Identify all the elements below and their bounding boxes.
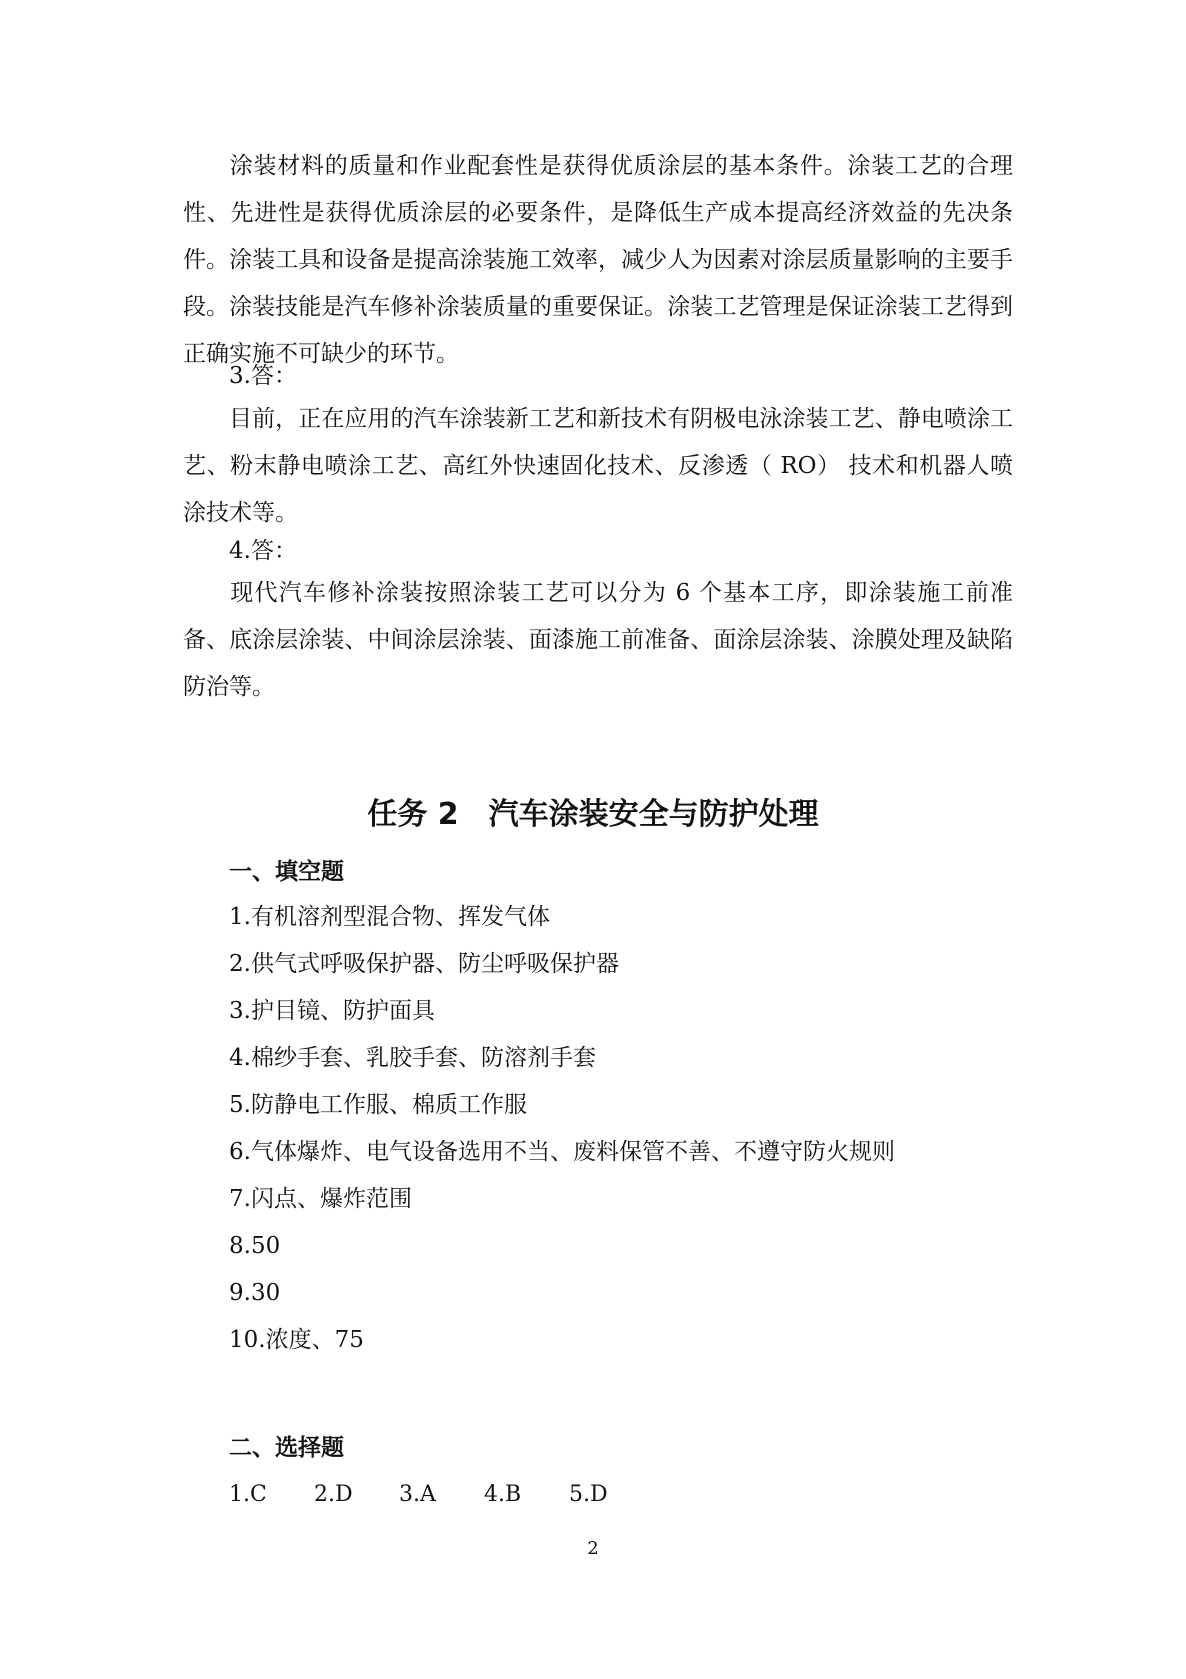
fill-item-7: 7.闪点、爆炸范围 — [229, 1186, 412, 1212]
fill-item-9: 9.30 — [229, 1280, 281, 1306]
task-heading: 任务 2 汽车涂装安全与防护处理 — [367, 797, 819, 832]
choice-answer-4: 4.B — [484, 1482, 522, 1507]
fill-item-5: 5.防静电工作服、棉质工作服 — [229, 1092, 527, 1118]
fill-item-3: 3.护目镜、防护面具 — [229, 998, 435, 1024]
section-fill-blank-title: 一、填空题 — [229, 859, 344, 885]
choice-answer-3: 3.A — [399, 1482, 436, 1507]
fill-item-6: 6.气体爆炸、电气设备选用不当、废料保管不善、不遵守防火规则 — [229, 1139, 895, 1165]
page-number: 2 — [587, 1538, 599, 1559]
choice-answers — [229, 1480, 654, 1510]
answer-3-label: 3.答： — [229, 363, 297, 389]
fill-item-8: 8.50 — [229, 1233, 281, 1259]
choice-answer-1: 1.C — [229, 1482, 267, 1507]
fill-item-1: 1.有机溶剂型混合物、挥发气体 — [229, 904, 550, 930]
fill-item-10: 10.浓度、75 — [229, 1327, 364, 1353]
fill-item-2: 2.供气式呼吸保护器、防尘呼吸保护器 — [229, 951, 619, 977]
choice-answer-5: 5.D — [569, 1482, 608, 1507]
paragraph-coating-conditions: 涂装材料的质量和作业配套性是获得优质涂层的基本条件。涂装工艺的合理性、先进性是获得优质涂层的必要条件，是降低生产成本提高经济效益的先决条件。涂装工具和设备是提高涂装施工效率，减少人为因素对涂层质量影响的主要手段。涂装技能是汽车修补涂装质量的重要保证。涂装工艺管理是保证涂装工艺得到正确实施不可缺少的环节。 — [183, 153, 1013, 367]
choice-answer-2: 2.D — [314, 1482, 353, 1507]
paragraph-repair-process: 现代汽车修补涂装按照涂装工艺可以分为 6 个基本工序，即涂装施工前准备、底涂层涂装、中间涂层涂装、面漆施工前准备、面涂层涂装、涂膜处理及缺陷防治等。 — [183, 580, 1013, 700]
answer-4-label: 4.答： — [229, 538, 297, 564]
fill-item-4: 4.棉纱手套、乳胶手套、防溶剂手套 — [229, 1045, 596, 1071]
section-choice-title: 二、选择题 — [229, 1435, 344, 1461]
paragraph-new-technologies: 目前，正在应用的汽车涂装新工艺和新技术有阴极电泳涂装工艺、静电喷涂工艺、粉末静电喷涂工艺、高红外快速固化技术、反渗透（ RO） 技术和机器人喷涂技术等。 — [183, 406, 1013, 526]
